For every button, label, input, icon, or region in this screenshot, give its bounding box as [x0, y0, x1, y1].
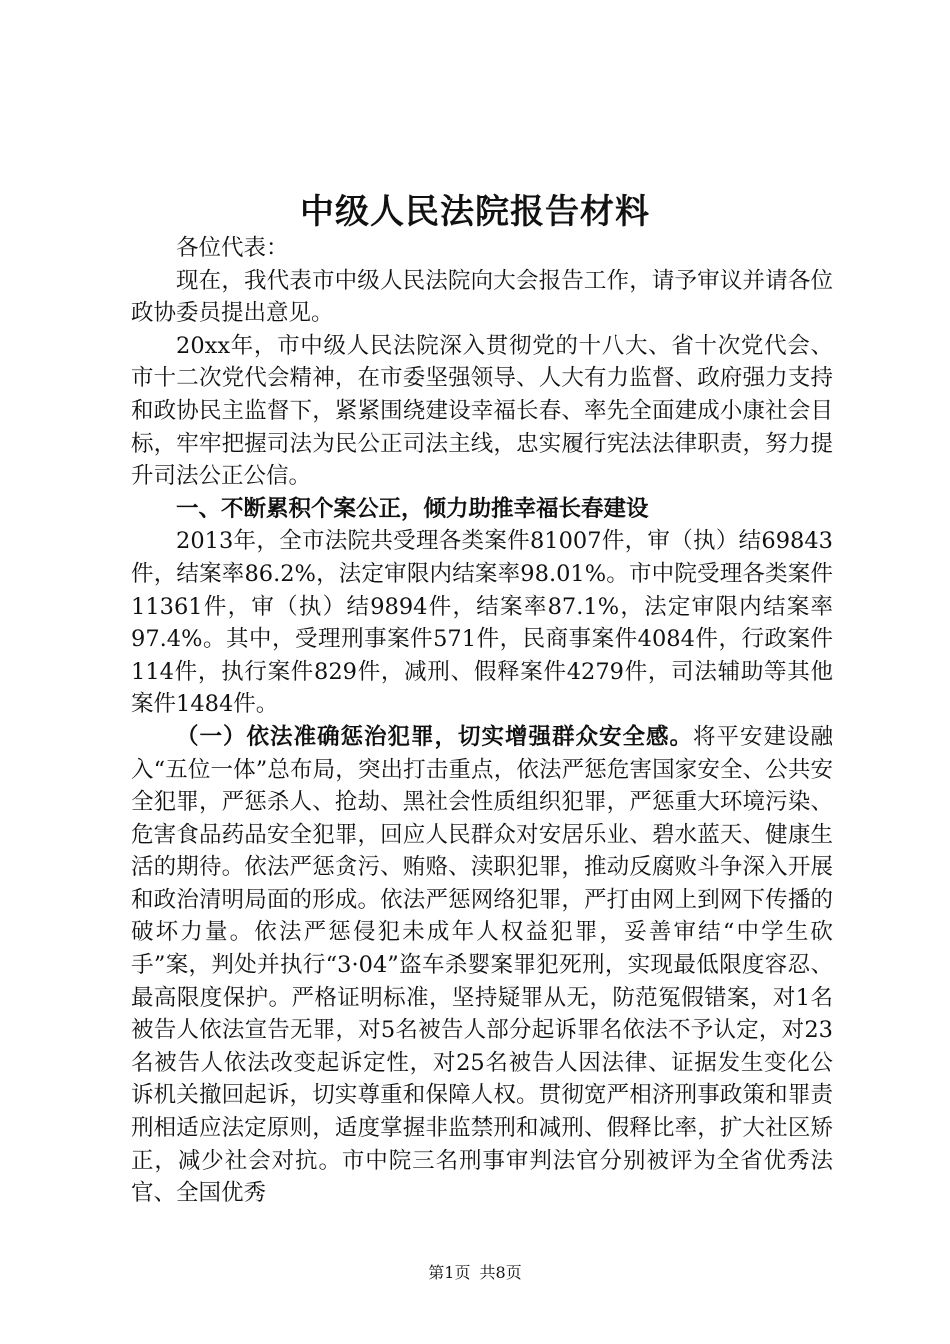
paragraph-summary: 20xx年，市中级人民法院深入贯彻党的十八大、省十次党代会、市十二次党代会精神，在市委坚强领导、人大有力监督、政府强力支持和政协民主监督下，紧紧围绕建设幸福长春、率先全面建成小康社会目标，牢牢把握司法为民公正司法主线，忠实履行宪法法律职责，努力提升司法公正公信。 [131, 332, 833, 490]
subsection-heading-1: （一）依法准确惩治犯罪，切实增强群众安全感。 [176, 723, 693, 750]
document-title: 中级人民法院报告材料 [300, 192, 650, 232]
salutation: 各位代表： [176, 235, 289, 261]
paragraph-intro: 现在，我代表市中级人民法院向大会报告工作，请予审议并请各位政协委员提出意见。 [131, 267, 833, 327]
document-body [131, 232, 833, 1210]
section-heading-1: 一、不断累积个案公正，倾力助推幸福长春建设 [176, 495, 649, 522]
paragraph-statistics: 2013年，全市法院共受理各类案件81007件，审（执）结69843件，结案率86.2%，法定审限内结案率98.01%。市中院受理各类案件11361件，审（执）结9894件，结案率87.1%，法定审限内结案率97.4%。其中，受理刑事案件571件，民商事案件4084件，行政案件114件，执行案件829件，减刑、假释案件4279件，司法辅助等其他案件1484件。 [131, 528, 833, 718]
page-total: 共8页 [479, 1263, 522, 1282]
paragraph-criminal [131, 721, 833, 1210]
paragraph-criminal-text: 将平安建设融入“五位一体”总布局，突出打击重点，依法严惩危害国家安全、公共安全犯罪，严惩杀人、抢劫、黑社会性质组织犯罪，严惩重大环境污染、危害食品药品安全犯罪，回应人民群众对安居乐业、碧水蓝天、健康生活的期待。依法严惩贪污、贿赂、渎职犯罪，推动反腐败斗争深入开展和政治清明局面的形成。依法严惩网络犯罪，严打由网上到网下传播的破坏力量。依法严惩侵犯未成年人权益犯罪，妥善审结“中学生砍手”案，判处并执行“3·04”盗车杀婴案罪犯死刑，实现最低限度容忍、最高限度保护。严格证明标准，坚持疑罪从无，防范冤假错案，对1名被告人依法宣告无罪，对5名被告人部分起诉罪名依法不予认定，对23名被告人依法改变起诉定性，对25名被告人因法律、证据发生变化公诉机关撤回起诉，切实尊重和保障人权。贯彻宽严相济刑事政策和罪责刑相适应法定原则，适度掌握非监禁刑和减刑、假释比率，扩大社区矫正，减少社会对抗。市中院三名刑事审判法官分别被评为全省优秀法官、全国优秀 [131, 723, 833, 1207]
page-number: 第1页 [428, 1263, 471, 1282]
page-footer [0, 1260, 950, 1283]
